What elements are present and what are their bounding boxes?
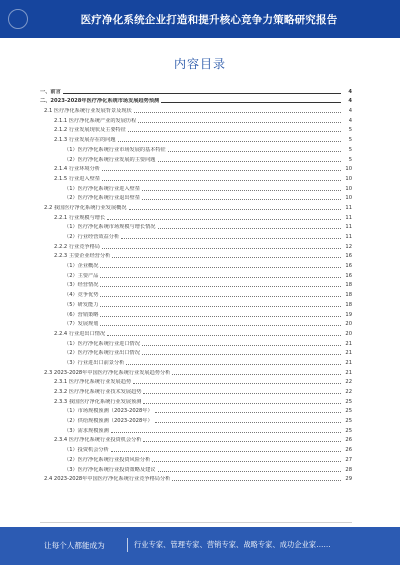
toc-entry[interactable] (40, 259, 352, 269)
toc-entry-page: 25 (345, 398, 352, 405)
toc-entry[interactable] (40, 414, 352, 424)
toc-entry-label: （2）主要产品 (64, 272, 99, 279)
toc-entry-label: 2.2.2 行业竞争格局 (54, 243, 100, 250)
toc-entry-page: 26 (345, 437, 352, 444)
toc-entry-label: 2.3.2 医疗净化系统行业技术发展趋势 (54, 389, 142, 395)
toc-entry-page: 5 (348, 127, 352, 134)
toc-leader-dots (111, 451, 341, 452)
toc-entry-label: 2.1.3 行业发展存在的问题 (54, 137, 116, 144)
report-header (0, 0, 400, 38)
toc-entry[interactable] (40, 104, 352, 114)
toc-entry-label: 2.1 医疗净化系统行业发展背景及现状 (44, 108, 132, 115)
toc-leader-dots (100, 325, 341, 326)
toc-leader-dots (134, 112, 341, 113)
toc-leader-dots (168, 151, 341, 152)
toc-entry-page: 12 (345, 243, 352, 250)
logo-circle-icon (8, 9, 28, 29)
toc-entry-page: 18 (345, 301, 352, 308)
toc-entry-page: 25 (345, 427, 352, 434)
toc-entry[interactable] (40, 318, 352, 328)
report-title: 医疗净化系统企业打造和提升核心竞争力策略研究报告 (80, 13, 338, 26)
toc-leader-dots (142, 345, 341, 346)
toc-entry-label: 2.3.4 医疗净化系统行业投资机会分析 (54, 437, 142, 444)
toc-leader-dots (152, 461, 341, 462)
toc-entry-label: （5）研发能力 (64, 301, 99, 308)
toc-entry-page: 11 (345, 204, 352, 211)
toc-entry[interactable] (40, 337, 352, 347)
toc-entry-page: 18 (345, 292, 352, 299)
toc-leader-dots (158, 161, 342, 162)
toc-entry[interactable] (40, 288, 352, 298)
toc-leader-dots (102, 180, 341, 181)
toc-entry-label: 2.3 2023-2028年中国医疗净化系统行业发展趋势分析 (44, 369, 171, 376)
toc-entry-label: （1）企业概况 (64, 263, 99, 270)
toc-entry-label: （4）竞争优势 (64, 292, 99, 299)
toc-entry-page: 22 (345, 389, 352, 395)
toc-entry-label: 2.1.2 行业发展现状及主要特征 (54, 127, 126, 134)
toc-leader-dots (100, 286, 341, 287)
toc-entry-page: 10 (345, 166, 352, 173)
toc-leader-dots (158, 471, 342, 472)
toc-leader-dots (155, 412, 341, 413)
toc-entry-page: 21 (345, 350, 352, 357)
toc-leader-dots (158, 228, 342, 229)
toc-entry[interactable] (40, 327, 352, 337)
toc-entry-page: 28 (345, 466, 352, 473)
toc-entry[interactable] (40, 230, 352, 240)
toc-entry-label: （3）需求规模预测 (64, 427, 109, 434)
toc-leader-dots (143, 403, 341, 404)
toc-entry[interactable] (40, 308, 352, 318)
toc-leader-dots (161, 102, 341, 103)
toc-entry[interactable] (40, 347, 352, 357)
toc-entry[interactable] (40, 240, 352, 250)
toc-entry[interactable] (40, 473, 352, 483)
toc-entry[interactable] (40, 443, 352, 453)
toc-entry[interactable] (40, 366, 352, 376)
toc-entry-page: 4 (348, 88, 352, 95)
toc-entry-label: 二、2023-2028年医疗净化系统市场发展趋势预测 (40, 98, 160, 105)
toc-entry[interactable] (40, 279, 352, 289)
toc-leader-dots (100, 277, 341, 278)
table-of-contents (40, 85, 352, 482)
toc-entry-page: 20 (345, 330, 352, 337)
toc-entry-page: 4 (348, 108, 352, 115)
toc-entry-label: 2.3.3 我国医疗净化系统行业发展预测 (54, 398, 142, 405)
toc-entry[interactable] (40, 221, 352, 231)
toc-entry-label: 2.2.1 行业规模与增长 (54, 214, 106, 221)
toc-entry-label: （1）医疗净化系统行业市场发展的基本特征 (64, 146, 166, 153)
toc-leader-dots (100, 316, 341, 317)
toc-leader-dots (107, 219, 341, 220)
toc-entry[interactable] (40, 124, 352, 134)
toc-entry-label: （1）投资机会分析 (64, 447, 109, 454)
toc-entry[interactable] (40, 385, 352, 395)
toc-entry[interactable] (40, 250, 352, 260)
toc-entry[interactable] (40, 153, 352, 163)
toc-entry-page: 22 (345, 379, 352, 386)
toc-entry-page: 5 (348, 146, 352, 153)
toc-entry[interactable] (40, 434, 352, 444)
footer-separator (127, 538, 128, 552)
toc-entry-page: 19 (345, 311, 352, 318)
toc-leader-dots (111, 432, 341, 433)
toc-entry[interactable] (40, 201, 352, 211)
toc-entry-label: （2）医疗净化系统行业投资风险分析 (64, 456, 151, 463)
toc-entry-label: （2）医疗净化系统行业退出壁垒 (64, 195, 140, 202)
toc-entry-label: （7）发展规划 (64, 321, 99, 328)
toc-entry-page: 4 (348, 117, 352, 124)
toc-entry-page: 5 (348, 156, 352, 163)
toc-leader-dots (118, 141, 341, 142)
toc-entry-page: 10 (345, 195, 352, 202)
footer-brand: 让每个人都能成为 (44, 541, 105, 550)
toc-entry-label: 2.1.4 行业环境分析 (54, 166, 100, 173)
toc-leader-dots (142, 354, 341, 355)
toc-leader-dots (143, 393, 341, 394)
toc-entry-page: 11 (345, 224, 352, 231)
toc-entry-label: （1）医疗净化系统行业进入壁垒 (64, 185, 140, 192)
toc-entry-label: （6）营销策略 (64, 311, 99, 318)
toc-leader-dots (121, 238, 341, 239)
toc-entry-label: 2.2.3 主要企业经营分析 (54, 253, 111, 260)
toc-leader-dots (172, 374, 341, 375)
toc-leader-dots (100, 306, 341, 307)
toc-leader-dots (129, 209, 341, 210)
toc-leader-dots (100, 296, 341, 297)
toc-leader-dots (142, 190, 341, 191)
toc-entry[interactable] (40, 85, 352, 95)
toc-leader-dots (133, 383, 341, 384)
toc-entry-page: 25 (345, 408, 352, 415)
footer-divider (40, 522, 352, 523)
toc-entry-label: 2.4 2023-2028年中国医疗净化系统行业竞争格局分析 (44, 476, 171, 483)
toc-entry-label: （1）医疗净化系统市场规模与增长情况 (64, 224, 156, 231)
toc-entry[interactable] (40, 376, 352, 386)
toc-entry[interactable] (40, 453, 352, 463)
toc-entry-page: 10 (345, 185, 352, 192)
toc-entry-page: 4 (348, 98, 352, 105)
toc-entry-page: 11 (345, 234, 352, 240)
toc-entry-label: 2.2 我国医疗净化系统行业发展概况 (44, 204, 127, 211)
toc-entry-page: 18 (345, 282, 352, 289)
toc-entry-label: （1）市场规模预测（2023-2028年） (64, 408, 153, 415)
toc-entry-label: 一、前言 (40, 88, 61, 95)
toc-leader-dots (128, 131, 341, 132)
toc-entry-label: 2.3.1 医疗净化系统行业发展趋势 (54, 379, 132, 386)
toc-entry[interactable] (40, 211, 352, 221)
toc-entry-label: （2）医疗净化系统行业发展的主要问题 (64, 156, 156, 163)
toc-entry-page: 21 (345, 359, 352, 366)
toc-entry[interactable] (40, 143, 352, 153)
toc-entry-page: 5 (348, 137, 352, 144)
toc-leader-dots (102, 248, 341, 249)
toc-leader-dots (102, 170, 341, 171)
toc-entry-label: （3）经营情况 (64, 282, 99, 289)
toc-entry-label: （3）行业进出口前景分析 (64, 359, 125, 366)
toc-entry[interactable] (40, 95, 352, 105)
toc-leader-dots (107, 335, 341, 336)
toc-entry-page: 29 (345, 476, 352, 483)
toc-entry[interactable] (40, 163, 352, 173)
toc-entry[interactable] (40, 395, 352, 405)
footer-banner (0, 527, 400, 565)
toc-leader-dots (143, 441, 341, 442)
toc-entry-label: （1）医疗净化系统行业进口情况 (64, 340, 140, 347)
toc-entry-label: （3）医疗净化系统行业投资策略及建议 (64, 466, 156, 473)
toc-entry-label: 2.1.1 医疗净化系统产业的发展历程 (54, 117, 137, 124)
toc-heading: 内容目录 (173, 57, 226, 71)
toc-entry-page: 16 (345, 253, 352, 260)
toc-entry[interactable] (40, 405, 352, 415)
toc-leader-dots (138, 122, 341, 123)
toc-leader-dots (112, 257, 341, 258)
toc-entry-page: 21 (345, 369, 352, 376)
toc-entry-page: 26 (345, 447, 352, 454)
toc-entry[interactable] (40, 424, 352, 434)
toc-entry-page: 21 (345, 340, 352, 347)
toc-entry-page: 27 (345, 456, 352, 463)
toc-entry[interactable] (40, 298, 352, 308)
toc-leader-dots (172, 480, 341, 481)
toc-leader-dots (100, 267, 341, 268)
toc-entry[interactable] (40, 133, 352, 143)
toc-leader-dots (155, 422, 341, 423)
toc-entry-page: 10 (345, 175, 352, 182)
footer-tagline: 行业专家、管理专家、营销专家、战略专家、成功企业家…… (134, 540, 331, 549)
toc-leader-dots (142, 199, 341, 200)
toc-entry[interactable] (40, 182, 352, 192)
toc-entry-label: 2.2.4 行业进出口情况 (54, 330, 106, 337)
toc-entry-page: 16 (345, 263, 352, 270)
toc-entry-page: 11 (345, 214, 352, 221)
toc-entry-page: 16 (345, 272, 352, 279)
toc-entry[interactable] (40, 463, 352, 473)
toc-entry-label: （2）行业经营效益分析 (64, 234, 120, 240)
toc-entry[interactable] (40, 192, 352, 202)
toc-leader-dots (63, 93, 341, 94)
toc-entry-label: （2）医疗净化系统行业出口情况 (64, 350, 140, 357)
toc-entry-label: 2.1.5 行业进入壁垒 (54, 175, 100, 182)
toc-entry[interactable] (40, 114, 352, 124)
toc-entry-page: 25 (345, 418, 352, 425)
toc-entry[interactable] (40, 356, 352, 366)
toc-entry-page: 20 (345, 321, 352, 328)
toc-entry[interactable] (40, 269, 352, 279)
toc-entry[interactable] (40, 172, 352, 182)
toc-entry-label: （2）供给规模预测（2023-2028年） (64, 418, 153, 425)
toc-leader-dots (126, 364, 341, 365)
